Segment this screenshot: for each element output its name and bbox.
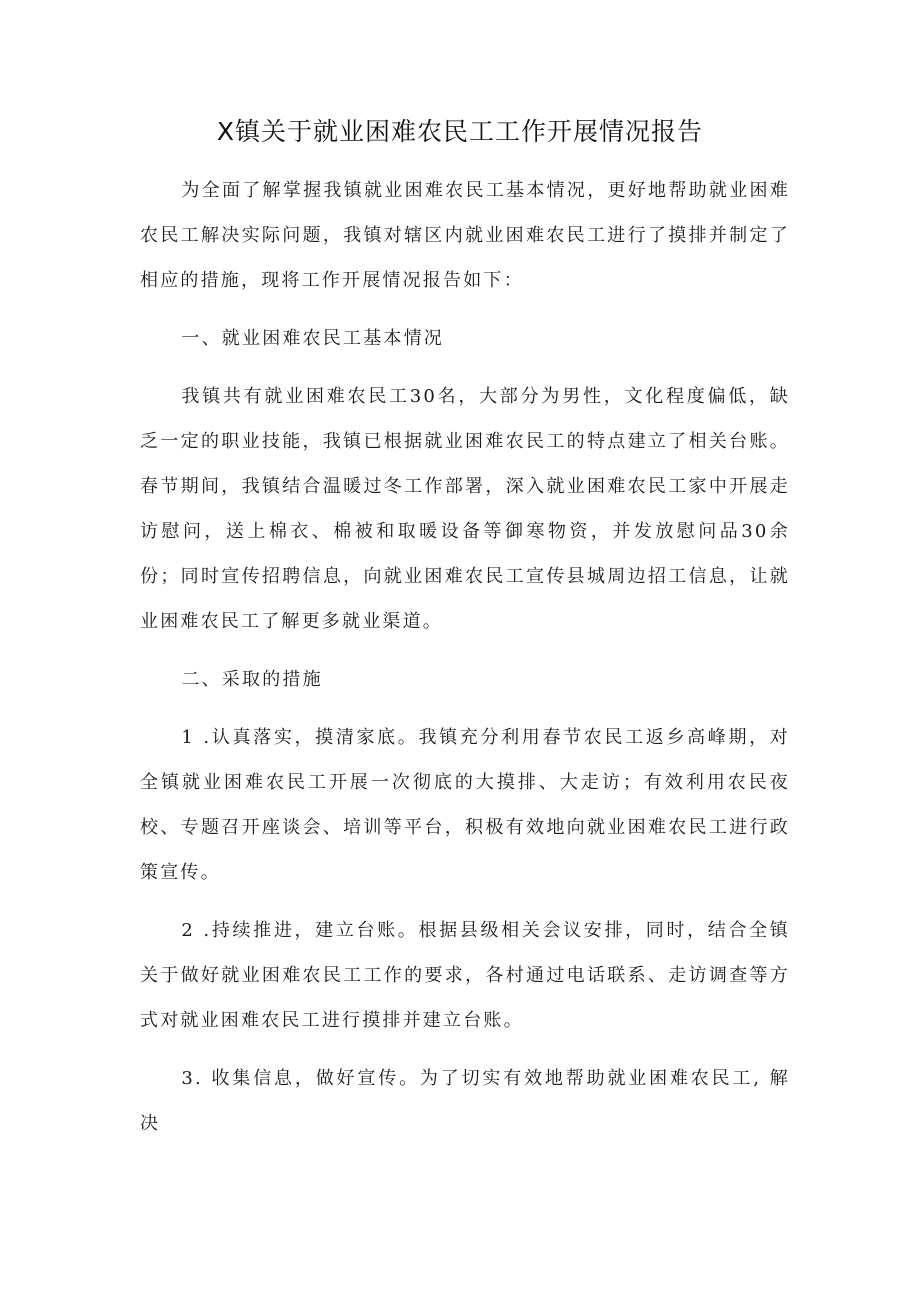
section-1-paragraph: 我镇共有就业困难农民工30名，大部分为男性，文化程度偏低，缺乏一定的职业技能，我镇已根据就业困难农民工的特点建立了相关台账。春节期间，我镇结合温暖过冬工作部署，深入就业困难农民工家中开展走访慰问，送上棉衣、棉被和取暖设备等御寒物资，并发放慰问品30余份；同时宣传招聘信息，向就业困难农民工宣传县城周边招工信息，让就业困难农民工了解更多就业渠道。	[140, 386, 790, 632]
measure-3-paragraph: 3. 收集信息，做好宣传。为了切实有效地帮助就业困难农民工, 解决	[140, 1068, 790, 1134]
measure-1-paragraph: 1 .认真落实，摸清家底。我镇充分利用春节农民工返乡高峰期，对全镇就业困难农民工开展一次彻底的大摸排、大走访；有效利用农民夜校、专题召开座谈会、培训等平台，积极有效地向就业困难农民工进行政策宣传。	[140, 727, 790, 883]
document-body	[140, 168, 790, 1146]
section-1-heading: 一、就业困难农民工基本情况	[181, 328, 444, 349]
intro-paragraph: 为全面了解掌握我镇就业困难农民工基本情况，更好地帮助就业困难农民工解决实际问题，我镇对辖区内就业困难农民工进行了摸排并制定了相应的措施，现将工作开展情况报告如下：	[140, 180, 790, 291]
document-title: X镇关于就业困难农民工工作开展情况报告	[216, 117, 704, 146]
measure-2-paragraph: 2 .持续推进，建立台账。根据县级相关会议安排，同时，结合全镇关于做好就业困难农民工工作的要求，各村通过电话联系、走访调查等方式对就业困难农民工进行摸排并建立台账。	[140, 920, 790, 1031]
section-2-heading: 二、采取的措施	[181, 669, 323, 690]
